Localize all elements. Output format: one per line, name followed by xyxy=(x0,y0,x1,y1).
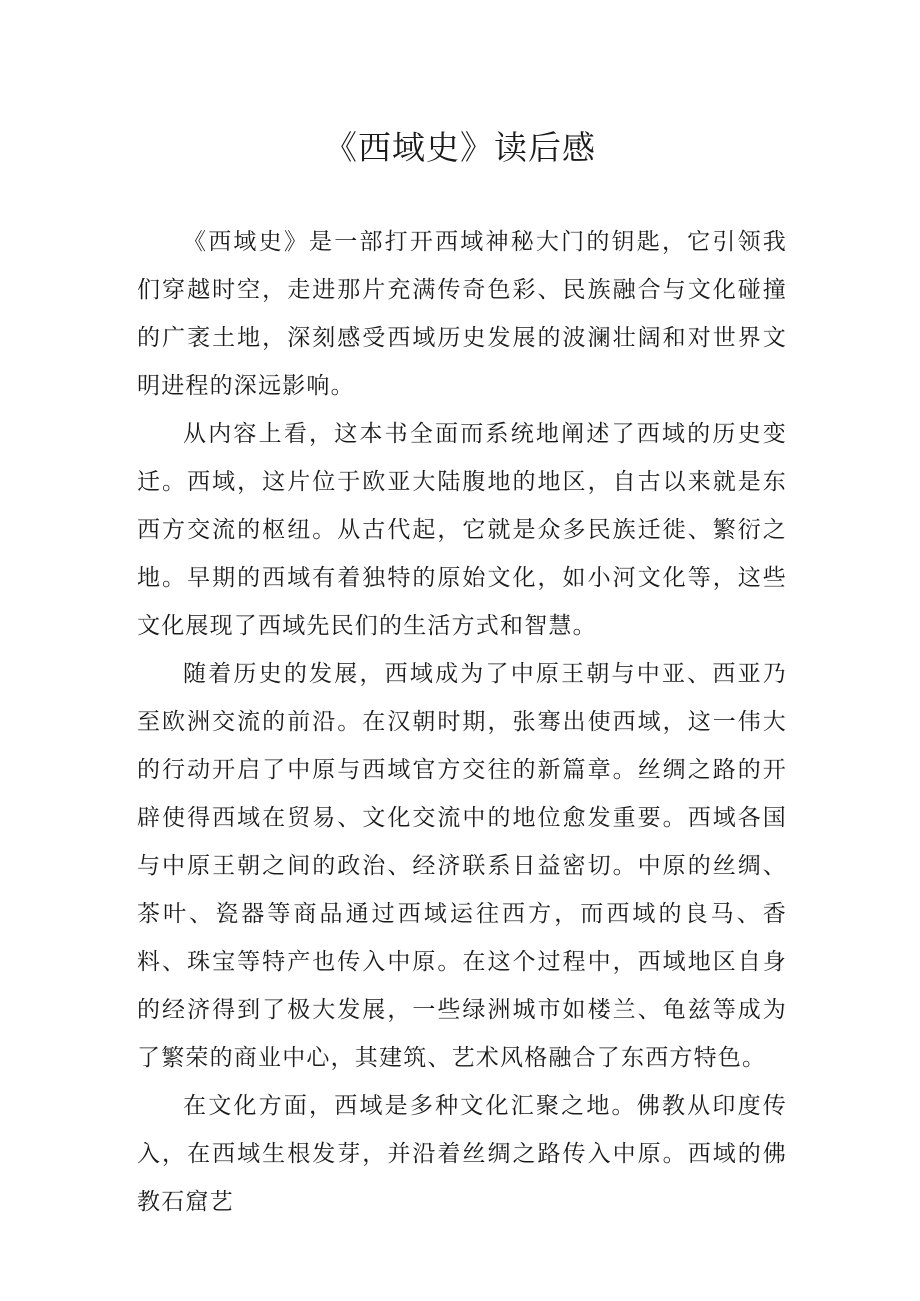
paragraph: 在文化方面，西域是多种文化汇聚之地。佛教从印度传入，在西域生根发芽，并沿着丝绸之路传入中原。西域的佛教石窟艺 xyxy=(137,1093,787,1215)
paragraph: 《西域史》是一部打开西域神秘大门的钥匙，它引领我们穿越时空，走进那片充满传奇色彩、民族融合与文化碰撞的广袤土地，深刻感受西域历史发展的波澜壮阔和对世界文明进程的深远影响。 xyxy=(137,229,787,399)
document-body xyxy=(137,218,787,1226)
paragraph: 随着历史的发展，西域成为了中原王朝与中亚、西亚乃至欧洲交流的前沿。在汉朝时期，张骞出使西域，这一伟大的行动开启了中原与西域官方交往的新篇章。丝绸之路的开辟使得西域在贸易、文化交流中的地位愈发重要。西域各国与中原王朝之间的政治、经济联系日益密切。中原的丝绸、茶叶、瓷器等商品通过西域运往西方，而西域的良马、香料、珠宝等特产也传入中原。在这个过程中，西域地区自身的经济得到了极大发展，一些绿洲城市如楼兰、龟兹等成为了繁荣的商业中心，其建筑、艺术风格融合了东西方特色。 xyxy=(137,661,787,1071)
paragraph: 从内容上看，这本书全面而系统地阐述了西域的历史变迁。西域，这片位于欧亚大陆腹地的地区，自古以来就是东西方交流的枢纽。从古代起，它就是众多民族迁徙、繁衍之地。早期的西域有着独特的原始文化，如小河文化等，这些文化展现了西域先民们的生活方式和智慧。 xyxy=(137,421,787,639)
page-title: 《西域史》读后感 xyxy=(324,128,596,167)
